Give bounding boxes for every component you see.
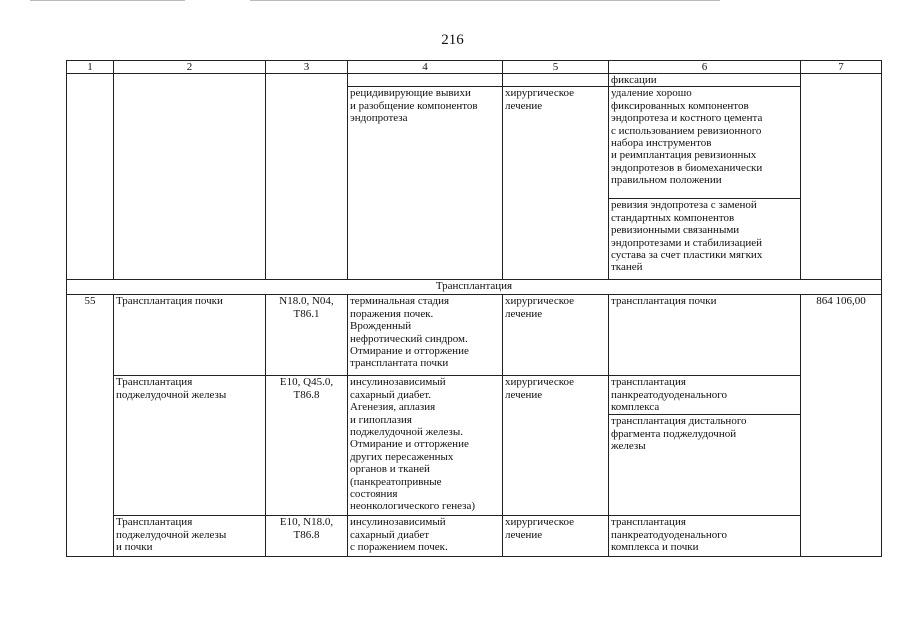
column-number: 6 [609,61,801,74]
number-cell [67,295,114,557]
codes-cell [266,295,348,376]
treatment-text: хирургическое лечение [505,87,575,112]
method-cell [609,295,801,376]
codes-cell [266,376,348,516]
model-text: рецидивирующие вывихи и разобщение компонентов эндопротеза [350,87,478,125]
section-row [67,280,882,295]
price-cell [801,74,882,280]
table-row [67,295,882,376]
column-number-row [67,61,882,74]
method-text: ревизия эндопротеза с заменой стандартных компонентов ревизионными связанными эндопротезами и стабилизацией сустава за счет пластики мягких тканей [611,199,763,274]
price-text: 864 106,00 [816,295,866,308]
table-row [67,516,882,557]
table-row [67,74,882,87]
top-edge-line-left [30,0,185,1]
column-number: 7 [801,61,882,74]
name-cell [114,516,266,557]
services-table [66,60,882,557]
codes-cell [266,516,348,557]
name-text: Трансплантация поджелудочной железы [116,376,227,401]
treatment-text: хирургическое лечение [505,295,575,320]
method-cell [609,199,801,280]
method-cell [609,87,801,199]
method-text: трансплантация почки [611,295,717,308]
method-text: трансплантация панкреатодуоденального комплекса и почки [611,516,727,554]
method-text: трансплантация дистального фрагмента поджелудочной железы [611,415,747,453]
number-cell [67,74,114,280]
method-cell [609,516,801,557]
table-row [67,376,882,415]
page-number: 216 [441,32,464,48]
treatment-cell [503,516,609,557]
model-cell [348,295,503,376]
model-cell [348,74,503,87]
method-text: трансплантация панкреатодуоденального комплекса [611,376,727,414]
method-cell [609,74,801,87]
treatment-text: хирургическое лечение [505,516,575,541]
treatment-cell [503,295,609,376]
model-text: инсулинозависимый сахарный диабет с поражением почек. [350,516,448,554]
name-text: Трансплантация почки [116,295,223,308]
model-text: терминальная стадия поражения почек. Врожденный нефротический синдром. Отмирание и отторжение трансплантата почки [350,295,469,370]
column-number: 4 [348,61,503,74]
column-number: 5 [503,61,609,74]
codes-text: N18.0, N04, T86.1 [279,295,334,320]
method-cell [609,415,801,516]
name-cell [114,295,266,376]
treatment-cell [503,376,609,516]
method-text: фиксации [611,74,657,86]
top-edge-line-right [250,0,720,1]
model-cell [348,516,503,557]
name-text: Трансплантация поджелудочной железы и почки [116,516,227,554]
method-text: удаление хорошо фиксированных компонентов эндопротеза и костного цемента с использованием ревизионного набора инструментов и реимплантация ревизионных эндопротезов в биомеханически правильном положении [611,87,763,187]
row-number: 55 [84,295,96,308]
model-cell [348,87,503,280]
section-title: Трансплантация [67,280,882,295]
column-number: 3 [266,61,348,74]
column-number: 1 [67,61,114,74]
treatment-text: хирургическое лечение [505,376,575,401]
price-cell [801,295,882,557]
model-text: инсулинозависимый сахарный диабет. Агенезия, аплазия и гипоплазия поджелудочной железы. Отмирание и отторжение других пересаженных органов и тканей (панкреатопривные состояния неонкологического генеза) [350,376,476,513]
method-cell [609,376,801,415]
codes-text: E10, N18.0, T86.8 [279,516,334,541]
treatment-cell [503,74,609,87]
codes-cell [266,74,348,280]
model-cell [348,376,503,516]
column-number: 2 [114,61,266,74]
name-cell [114,74,266,280]
name-cell [114,376,266,516]
codes-text: E10, Q45.0, T86.8 [279,376,334,401]
treatment-cell [503,87,609,280]
